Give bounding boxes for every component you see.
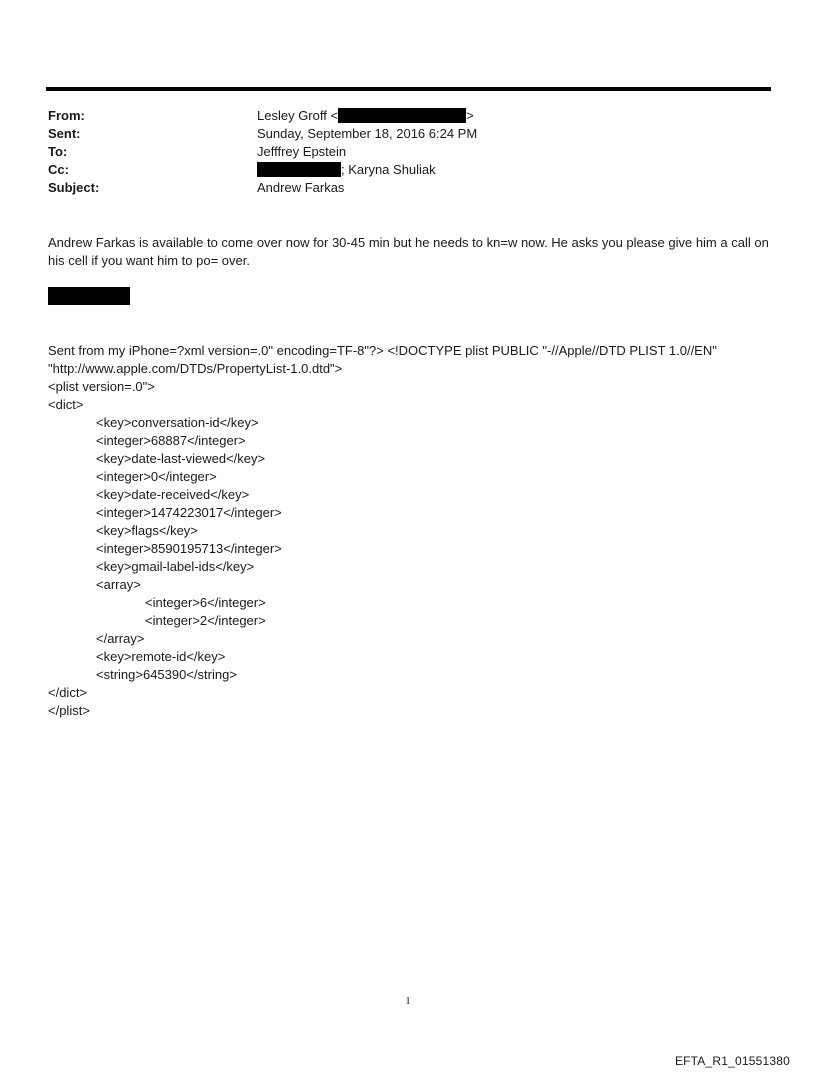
redaction-cc xyxy=(257,162,341,177)
plist-line: <integer>0</integer> xyxy=(96,469,217,484)
cc-text: ; Karyna Shuliak xyxy=(341,162,436,177)
plist-line: <integer>8590195713</integer> xyxy=(96,541,282,556)
message-body: Andrew Farkas is available to come over now for 30-45 min but he needs to kn=w now. He asks you please give him a call on his cell if you want him to po= over. xyxy=(48,235,769,268)
header-rule xyxy=(46,87,771,91)
sent-label: Sent: xyxy=(48,126,81,141)
email-header xyxy=(48,107,768,197)
plist-line: <key>gmail-label-ids</key> xyxy=(96,559,255,574)
plist-line: </array> xyxy=(96,631,145,646)
plist-line: <key>date-received</key> xyxy=(96,487,250,502)
plist-line: </plist> xyxy=(48,703,90,718)
plist-line: <key>remote-id</key> xyxy=(96,649,226,664)
plist-line: </dict> xyxy=(48,685,88,700)
plist-block xyxy=(48,342,778,720)
cc-value xyxy=(257,161,436,179)
subject-value: Andrew Farkas xyxy=(257,180,345,195)
plist-line: <key>flags</key> xyxy=(96,523,198,538)
from-name: Lesley Groff < xyxy=(257,108,339,123)
sent-value: Sunday, September 18, 2016 6:24 PM xyxy=(257,126,478,141)
plist-line: <integer>6</integer> xyxy=(145,595,266,610)
subject-row xyxy=(48,179,768,197)
to-label: To: xyxy=(48,144,68,159)
plist-line: "http://www.apple.com/DTDs/PropertyList-1.0.dtd"> xyxy=(48,361,343,376)
plist-line: <array> xyxy=(96,577,141,592)
plist-line: <integer>2</integer> xyxy=(145,613,266,628)
plist-line: <key>date-last-viewed</key> xyxy=(96,451,266,466)
from-value xyxy=(257,107,474,125)
plist-line: <plist version=.0"> xyxy=(48,379,155,394)
plist-line: Sent from my iPhone=?xml version=.0" encoding=TF-8"?> <!DOCTYPE plist PUBLIC "-//Apple//DTD PLIST 1.0//EN" xyxy=(48,343,717,358)
plist-line: <key>conversation-id</key> xyxy=(96,415,259,430)
cc-label: Cc: xyxy=(48,162,69,177)
document-id: EFTA_R1_01551380 xyxy=(674,1054,790,1068)
plist-line: <string>645390</string> xyxy=(96,667,237,682)
plist-line: <integer>1474223017</integer> xyxy=(96,505,282,520)
from-label: From: xyxy=(48,108,85,123)
page-number: 1 xyxy=(405,995,411,1007)
to-row xyxy=(48,143,768,161)
plist-line: <integer>68887</integer> xyxy=(96,433,246,448)
subject-label: Subject: xyxy=(48,180,100,195)
to-value: Jefffrey Epstein xyxy=(257,144,347,159)
redaction-block xyxy=(48,287,130,305)
from-row xyxy=(48,107,768,125)
plist-line: <dict> xyxy=(48,397,84,412)
cc-row xyxy=(48,161,768,179)
sent-row xyxy=(48,125,768,143)
redaction-from-email xyxy=(338,108,466,123)
from-suffix: > xyxy=(466,108,474,123)
